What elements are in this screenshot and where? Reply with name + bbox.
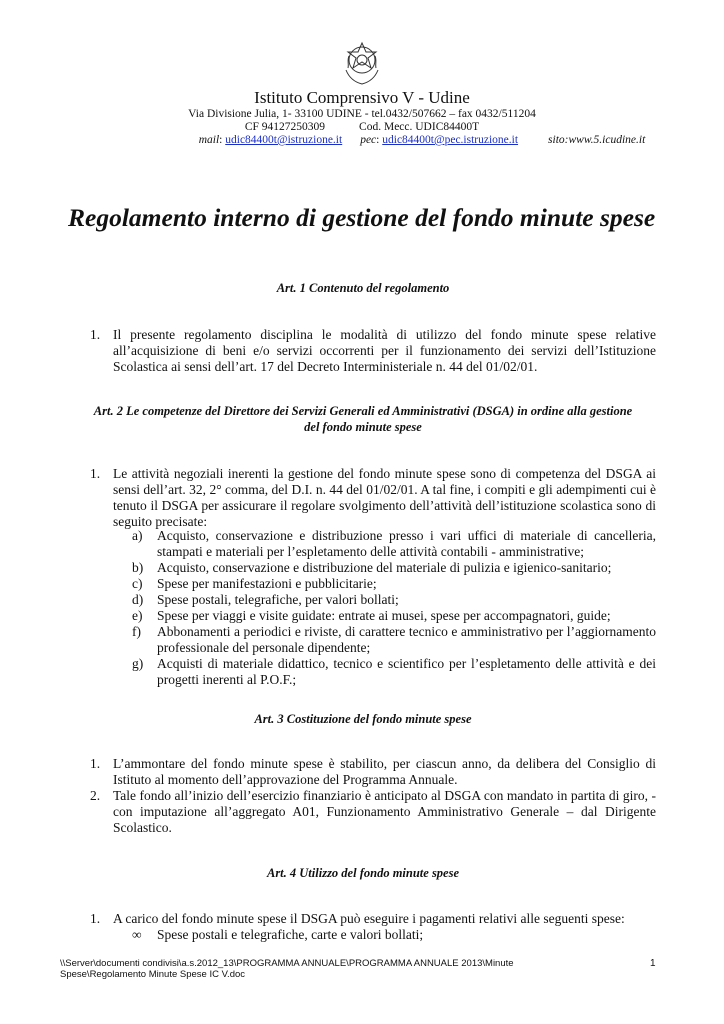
- mail-link[interactable]: udic84400t@istruzione.it: [225, 134, 343, 146]
- art2-heading-line1: Art. 2 Le competenze del Direttore dei Servizi Generali ed Amministrativi (DSGA) in ordine alla gestione: [93, 404, 633, 418]
- art4-item-1-number: 1.: [90, 911, 101, 926]
- art1-heading: Art. 1 Contenuto del regolamento: [276, 281, 450, 295]
- art4-heading: Art. 4 Utilizzo del fondo minute spese: [266, 866, 460, 880]
- art4-sub-1-text: Spese postali e telegrafiche, carte e valori bollati;: [157, 927, 424, 942]
- art2-sub-b-text: Acquisto, conservazione e distribuzione del materiale di pulizia e igienico-sanitario;: [157, 560, 612, 575]
- art4-item-1-text: A carico del fondo minute spese il DSGA può eseguire i pagamenti relativi alle seguenti spese:: [113, 911, 625, 926]
- art3-item-1-text: L’ammontare del fondo minute spese è stabilito, per ciascun anno, da delibera del Consiglio di Istituto al momento dell’approvazione del Programma Annuale.: [113, 756, 656, 787]
- page-number: 1: [650, 958, 656, 969]
- art2-item-1-text: Le attività negoziali inerenti la gestione del fondo minute spese sono di competenza del DSGA ai sensi dell’art. 32, 2° comma, del D.I. n. 44 del 01/02/01. A tal fine, i compiti e gli adempimenti cui è tenuto il DSGA per assicurare il regolare svolgimento dell’attività dell’istituzione scolastica sono di seguito precisate:: [113, 466, 656, 529]
- art3-item-2-number: 2.: [90, 788, 101, 803]
- art2-sub-e-text: Spese per viaggi e visite guidate: entrate ai musei, spese per accompagnatori, guide;: [157, 608, 611, 623]
- pec-link[interactable]: udic84400t@pec.istruzione.it: [382, 134, 519, 146]
- art1-item-1-text: Il presente regolamento disciplina le modalità di utilizzo del fondo minute spese relative all’acquisizione di beni e/o servizi occorrenti per il funzionamento dei servizi dell’Istituzione Scolastica ai sensi dell’art. 17 del Decreto Interministeriale n. 44 del 01/02/01.: [113, 327, 656, 374]
- art2-heading-line2: del fondo minute spese: [304, 420, 422, 434]
- institute-codes: [0, 121, 724, 134]
- institute-contacts: mail: udic84400t@istruzione.it pec: udic84400t@pec.istruzione.it sito:www.5.icudine.it: [198, 134, 646, 146]
- art2-sub-g-text: Acquisti di materiale didattico, tecnico e scientifico per l’espletamento delle attività e dei progetti inerenti al P.O.F.;: [157, 656, 656, 687]
- art2-sub-c-text: Spese per manifestazioni e pubblicitarie;: [157, 576, 377, 591]
- footer-file-path: \\Server\documenti condivisi\a.s.2012_13\PROGRAMMA ANNUALE\PROGRAMMA ANNUALE 2013\Minute Spese\Regolamento Minute Spese IC V.doc: [60, 958, 514, 980]
- fiscal-code: CF 94127250309: [244, 121, 326, 133]
- document-title: Regolamento interno di gestione del fondo minute spese: [68, 203, 656, 232]
- art2-heading: [68, 403, 658, 435]
- mail-label: mail: [198, 134, 220, 146]
- art4-sub-1-bullet: ∞: [132, 927, 142, 942]
- institute-address: Via Divisione Julia, 1- 33100 UDINE - tel.0432/507662 – fax 0432/511204: [188, 108, 536, 120]
- art1-item-1-number: 1.: [90, 327, 101, 342]
- art2-sub-c-label: c): [132, 576, 143, 591]
- art2-sub-e-label: e): [132, 608, 143, 623]
- art2-sub-d-text: Spese postali, telegrafiche, per valori bollati;: [157, 592, 399, 607]
- art3-item-1-number: 1.: [90, 756, 101, 771]
- mecc-code: Cod. Mecc. UDIC84400T: [359, 121, 480, 133]
- pec-label: pec: [360, 134, 377, 146]
- art2-sub-f-label: f): [132, 624, 141, 639]
- art3-heading: Art. 3 Costituzione del fondo minute spese: [254, 712, 472, 726]
- art3-item-2-text: Tale fondo all’inizio dell’esercizio finanziario è anticipato al DSGA con mandato in partita di giro, - con imputazione all’aggregato A01, Funzionamento Amministrativo Generale – dal Dirigente Scolastico.: [113, 788, 656, 835]
- art2-sub-d-label: d): [132, 592, 144, 607]
- republic-emblem-icon: [340, 40, 384, 86]
- art2-sub-a-label: a): [132, 528, 143, 543]
- art2-item-1-number: 1.: [90, 466, 101, 481]
- art2-sub-f-text: Abbonamenti a periodici e riviste, di carattere tecnico e amministrativo per l’aggiornamento professionale del personale dipendente;: [157, 624, 656, 655]
- art2-sub-b-label: b): [132, 560, 144, 575]
- art2-sub-g-label: g): [132, 656, 144, 671]
- art2-sub-a-text: Acquisto, conservazione e distribuzione presso i vari uffici di materiale di cancelleria, stampati e materiali per l’espletamento delle attività contabili - amministrative;: [157, 528, 656, 559]
- institute-name: Istituto Comprensivo V - Udine: [254, 88, 470, 107]
- site-text: sito:www.5.icudine.it: [548, 134, 646, 146]
